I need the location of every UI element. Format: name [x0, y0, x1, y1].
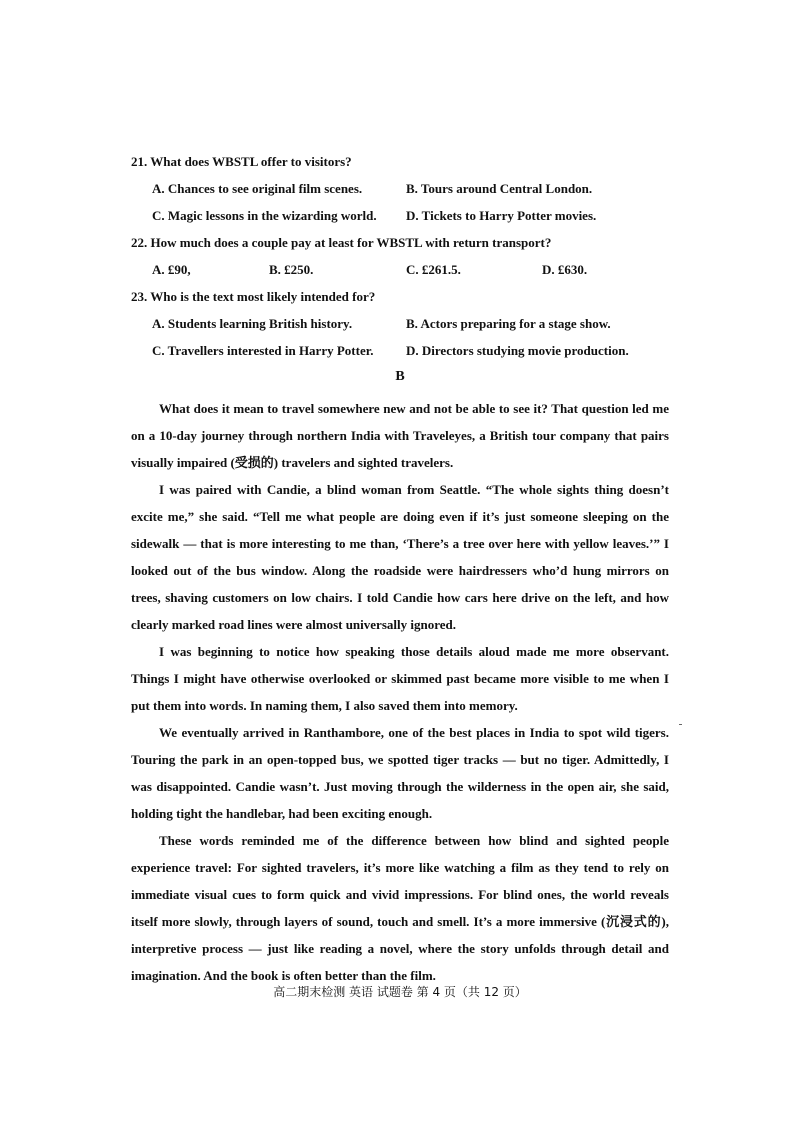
- passage-paragraph-5: These words reminded me of the difference between how blind and sighted people experience travel: For sighted travelers, it’s more like watching a film as they tend to rely on immediate visual cues to form quick and vivid impressions. For blind ones, the world reveals itself more slowly, through layers of sound, touch and smell. It’s a more immersive (沉浸式的), interpretive process — just like reading a novel, where the story unfolds through detail and imagination. And the book is often better than the film.: [131, 833, 669, 983]
- question-21-option-a: A. Chances to see original film scenes.: [152, 181, 363, 196]
- section-b-heading: B: [395, 369, 405, 384]
- question-21-option-b: B. Tours around Central London.: [406, 181, 593, 196]
- question-22-option-a: A. £90,: [152, 262, 191, 277]
- question-21-option-d: D. Tickets to Harry Potter movies.: [406, 208, 597, 223]
- passage-paragraph-1: What does it mean to travel somewhere new and not be able to see it? That question led me on a 10-day journey through northern India with Traveleyes, a British tour company that pairs visually impaired (受损的) travelers and sighted travelers.: [131, 401, 669, 470]
- passage-paragraph-3: I was beginning to notice how speaking those details aloud made me more observant. Things I might have otherwise overlooked or skimmed past became more visible to me when I put them into words. In naming them, I also saved them into memory.: [131, 644, 669, 713]
- question-23-option-b: B. Actors preparing for a stage show.: [406, 316, 611, 331]
- question-22-option-c: C. £261.5.: [406, 262, 461, 277]
- question-23-stem: 23. Who is the text most likely intended for?: [131, 289, 376, 304]
- passage-paragraph-2: I was paired with Candie, a blind woman from Seattle. “The whole sights thing doesn’t excite me,” she said. “Tell me what people are doing even if it’s just someone sleeping on the sidewalk — that is more interesting to me than, ‘There’s a tree over here with yellow leaves.’” I looked out of the bus window. Along the roadside were hairdressers who’d hung mirrors on trees, shaving customers on low chairs. I told Candie how cars here drive on the left, and how clearly marked road lines were almost universally ignored.: [131, 482, 669, 632]
- question-22-option-b: B. £250.: [269, 262, 314, 277]
- scan-mark: [679, 724, 682, 725]
- question-21-option-c: C. Magic lessons in the wizarding world.: [152, 208, 377, 223]
- passage-paragraph-4: We eventually arrived in Ranthambore, one of the best places in India to spot wild tigers. Touring the park in an open-topped bus, we spotted tiger tracks — but no tiger. Admittedly, I was disappointed. Candie wasn’t. Just moving through the wilderness in the open air, she said, holding tight the handlebar, had been exciting enough.: [131, 725, 669, 821]
- question-23-option-d: D. Directors studying movie production.: [406, 343, 629, 358]
- question-22-stem: 22. How much does a couple pay at least for WBSTL with return transport?: [131, 235, 552, 250]
- question-23-option-a: A. Students learning British history.: [152, 316, 353, 331]
- reading-passage: [131, 395, 669, 989]
- question-23-option-c: C. Travellers interested in Harry Potter.: [152, 343, 374, 358]
- question-21-stem: 21. What does WBSTL offer to visitors?: [131, 154, 352, 169]
- page-footer: 高二期末检测 英语 试题卷 第 4 页（共 12 页）: [273, 985, 527, 999]
- question-22-option-d: D. £630.: [542, 262, 588, 277]
